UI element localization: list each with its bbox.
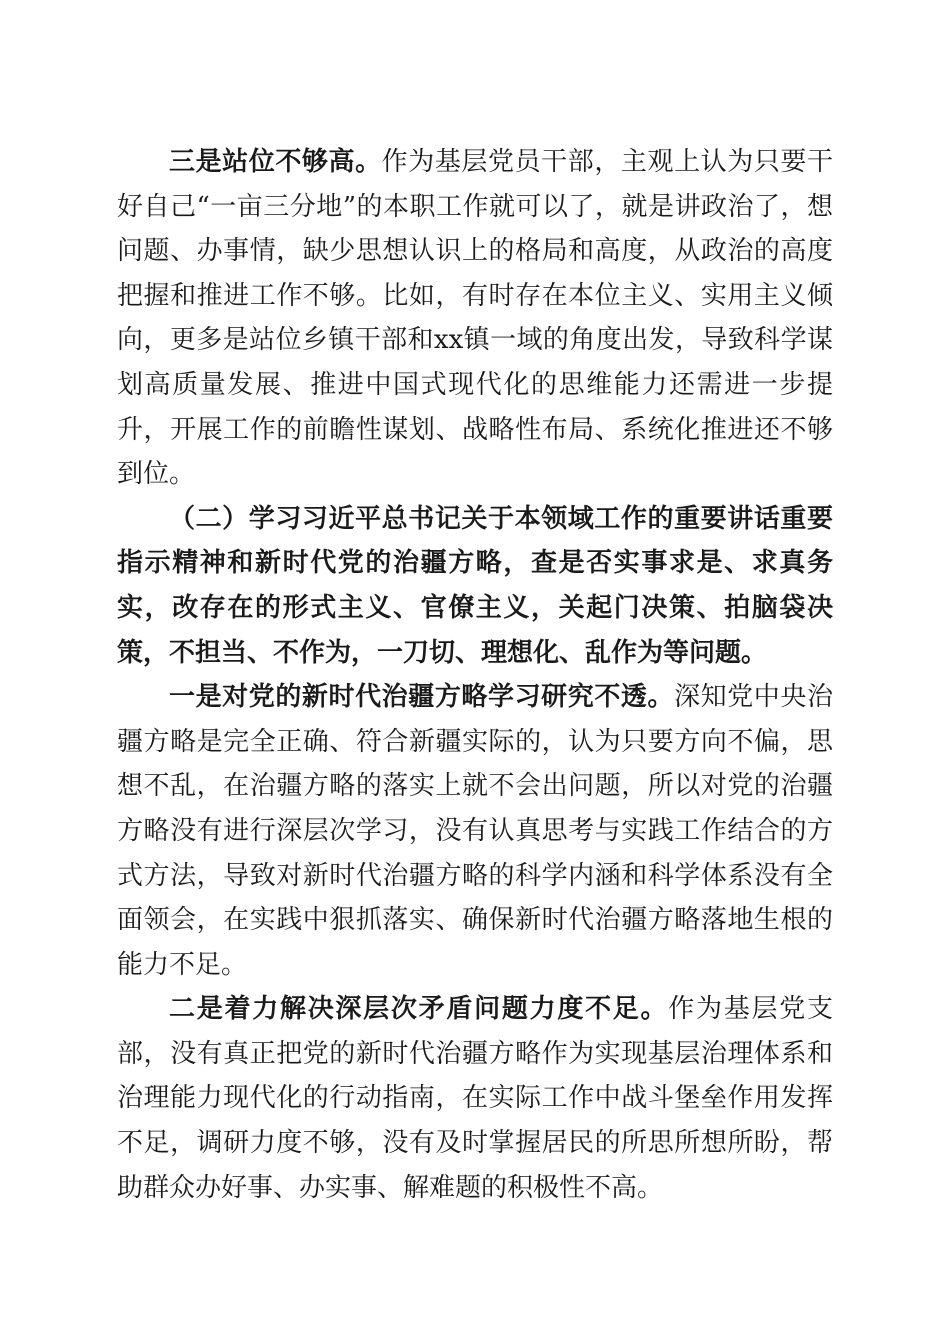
paragraph-lead: 二是着力解决深层次矛盾问题力度不足。 — [169, 994, 669, 1025]
paragraph-text: 作为基层党员干部，主观上认为只要干好自己“一亩三分地”的本职工作就可以了，就是讲政治了，想问题、办事情，缺少思想认识上的格局和高度，从政治的高度把握和推进工作不够。比如，有时存在本位主义、实用主义倾向，更多是站位乡镇干部和xx镇一域的角度出发，导致科学谋划高质量发展、推进中国式现代化的思维能力还需进一步提升，开展工作的前瞻性谋划、战略性布局、系统化推进还不够到位。 — [117, 147, 833, 490]
paragraph-deep-issues — [117, 987, 833, 1210]
paragraph-strategy-study — [117, 675, 833, 987]
paragraph-stance — [117, 140, 833, 497]
paragraph-lead: 一是对党的新时代治疆方略学习研究不透。 — [169, 682, 675, 713]
paragraph-text: 深知党中央治疆方略是完全正确、符合新疆实际的，认为只要方向不偏，思想不乱，在治疆方略的落实上就不会出问题，所以对党的治疆方略没有进行深层次学习，没有认真思考与实践工作结合的方式方法，导致对新时代治疆方略的科学内涵和科学体系没有全面领会，在实践中狠抓落实、确保新时代治疆方略落地生根的能力不足。 — [117, 682, 833, 980]
paragraph-lead: 三是站位不够高。 — [169, 147, 382, 177]
document-body — [117, 140, 833, 1210]
section-heading-2: （二）学习习近平总书记关于本领域工作的重要讲话重要指示精神和新时代党的治疆方略，查是否实事求是、求真务实，改存在的形式主义、官僚主义，关起门决策、拍脑袋决策，不担当、不作为，一刀切、理想化、乱作为等问题。 — [117, 503, 833, 668]
paragraph-text: 作为基层党支部，没有真正把党的新时代治疆方略作为实现基层治理体系和治理能力现代化的行动指南，在实际工作中战斗堡垒作用发挥不足，调研力度不够，没有及时掌握居民的所思所想所盼，帮助群众办好事、办实事、解难题的积极性不高。 — [117, 994, 833, 1203]
